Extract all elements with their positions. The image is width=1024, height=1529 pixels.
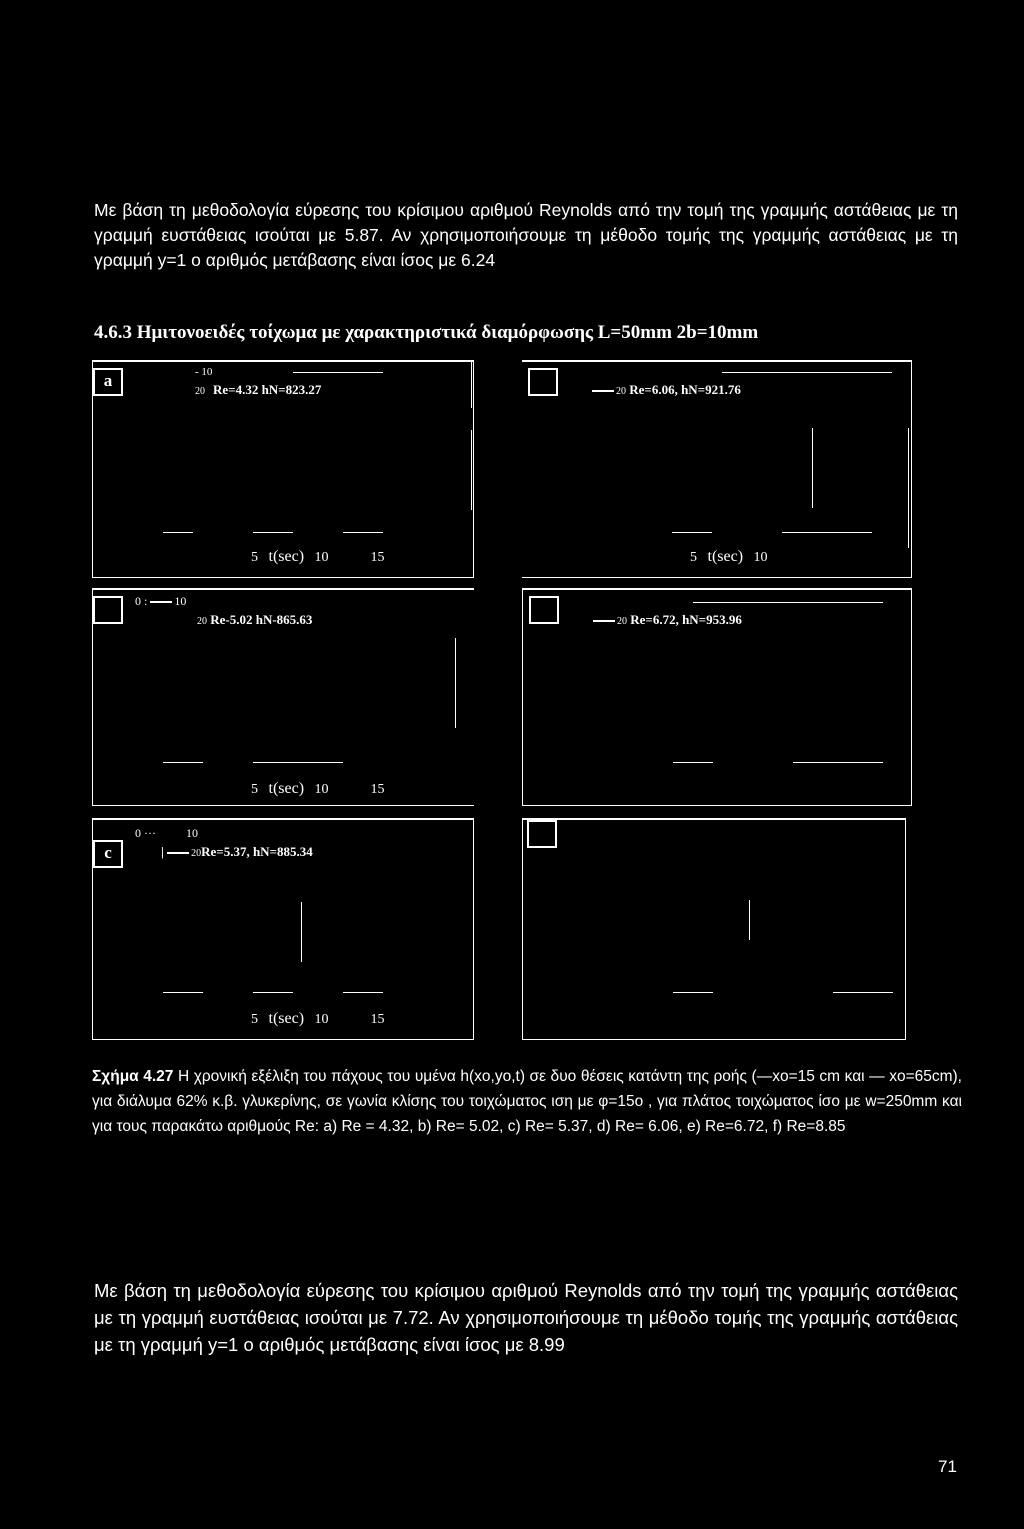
baseline xyxy=(163,992,203,993)
baseline xyxy=(343,992,383,993)
caption-lead: Σχήμα 4.27 xyxy=(92,1068,174,1085)
legend-10: 0 ··· 10 xyxy=(135,826,198,840)
panel-label-a: a xyxy=(93,368,123,396)
panel-d xyxy=(522,360,912,578)
figure-caption xyxy=(92,1064,962,1139)
baseline xyxy=(793,762,883,763)
panel-label-e xyxy=(529,596,559,624)
baseline xyxy=(833,992,893,993)
panel-c xyxy=(92,818,474,1040)
panel-divider xyxy=(471,430,472,510)
panel-label-b xyxy=(93,596,123,624)
panel-c-text: | 20Re=5.37, hN=885.34 xyxy=(161,844,313,859)
baseline xyxy=(782,532,872,533)
panel-divider xyxy=(471,362,472,408)
signal-trace xyxy=(455,638,456,728)
panel-e xyxy=(522,588,912,806)
panel-e-text: 20 Re=6.72, hN=953.96 xyxy=(593,612,742,628)
baseline xyxy=(253,532,293,533)
signal-trace xyxy=(812,428,813,508)
legend-10: - 10 xyxy=(195,366,213,378)
panel-label-f xyxy=(527,820,557,848)
paragraph-conclusion: Με βάση τη μεθοδολογία εύρεσης του κρίσιμου αριθμού Reynolds από την τομή της γραμμής αστάθειας με τη γραμμή ευστάθειας ισούται με 7.72. Αν χρησιμοποιήσουμε τη μέθοδο τομής της γραμμής αστάθειας με τη γραμμή y=1 ο αριθμός μετάβασης είναι ίσος με 8.99 xyxy=(94,1279,958,1355)
baseline xyxy=(163,762,203,763)
page-number: 71 xyxy=(938,1457,957,1476)
panel-f xyxy=(522,818,906,1040)
panel-b-text: 20 Re-5.02 hN-865.63 xyxy=(197,612,313,627)
paragraph-intro: Με βάση τη μεθοδολογία εύρεσης του κρίσιμου αριθμού Reynolds από την τομή της γραμμής αστάθειας με τη γραμμή ευστάθειας ισούται με 5.87. Αν χρησιμοποιήσουμε τη μέθοδο τομής της γραμμής αστάθειας με τη γραμμή y=1 ο αριθμός μετάβασης είναι ίσος με 6.24 xyxy=(94,199,958,270)
caption-body: Η χρονική εξέλιξη του πάχους του υμένα h(xo,yo,t) σε δυο θέσεις κατάντη της ροής (—xo=15 cm και — xo=65cm), για διάλυμα 62% κ.β. γλυκερίνης, σε γωνία κλίσης του τοιχώματος ιση με φ=15o , για πλάτος τοιχώματος ίσο με w=250mm και για τους παρακάτω αριθμούς Re: a) Re = 4.32, b) Re= 5.02, c) Re= 5.37, d) Re= 6.06, e) Re=6.72, f) Re=8.85 xyxy=(92,1068,962,1135)
section-heading: 4.6.3 Ημιτονοειδές τοίχωμα με χαρακτηριστικά διαμόρφωσης L=50mm 2b=10mm xyxy=(94,322,759,343)
panel-label-c: c xyxy=(93,840,123,868)
axis-ticks: 5 t(sec) 10 15 xyxy=(251,780,385,797)
panel-a-text: Re=4.32 hN=823.27 xyxy=(213,382,322,397)
signal-trace xyxy=(301,902,302,962)
axis-ticks: 5 t(sec) 10 xyxy=(690,548,768,565)
baseline xyxy=(343,532,383,533)
panel-b xyxy=(92,588,474,806)
legend-line xyxy=(693,602,883,603)
legend-line xyxy=(293,372,383,373)
baseline xyxy=(673,992,713,993)
signal-trace xyxy=(749,900,750,940)
legend-10: 0 : 10 xyxy=(135,594,187,608)
panel-d-text: 20 Re=6.06, hN=921.76 xyxy=(592,382,741,398)
panel-a xyxy=(92,360,474,578)
panel-label-d xyxy=(528,368,558,396)
baseline xyxy=(673,762,713,763)
legend-line xyxy=(722,372,892,373)
legend-20: 20 xyxy=(195,386,205,397)
axis-ticks: 5 t(sec) 10 15 xyxy=(251,1010,385,1027)
panel-divider xyxy=(908,428,909,548)
baseline xyxy=(253,762,343,763)
axis-ticks: 5 t(sec) 10 15 xyxy=(251,548,385,565)
baseline xyxy=(672,532,712,533)
baseline xyxy=(163,532,193,533)
baseline xyxy=(253,992,293,993)
